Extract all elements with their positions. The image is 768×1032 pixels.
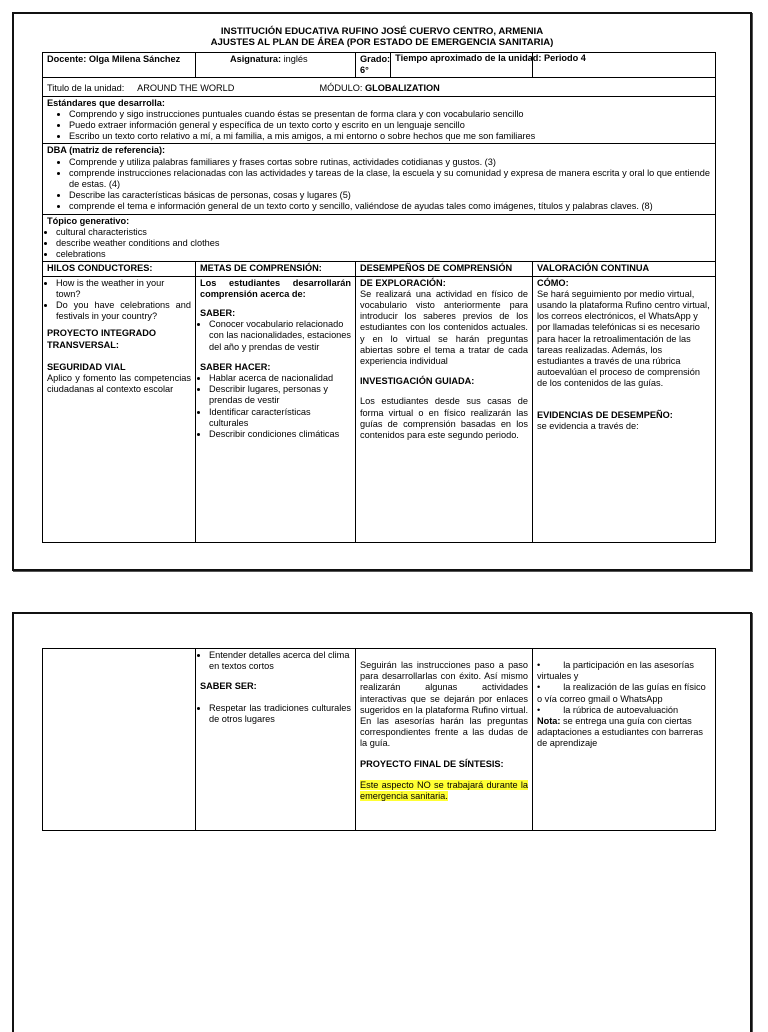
estandares-cell xyxy=(43,96,716,144)
evidencia-item: • la rúbrica de autoevaluación xyxy=(537,704,679,715)
content-row xyxy=(43,276,716,542)
estandar-item: • Escribo un texto corto relativo a mí, a mi familia, a mis amigos, a mi entorno o sobre hechos que me son familiares xyxy=(69,131,711,142)
proyecto-final-title: PROYECTO FINAL DE SÍNTESIS: xyxy=(360,758,504,769)
document-subtitle: AJUSTES AL PLAN DE ÁREA (POR ESTADO DE EMERGENCIA SANITARIA) xyxy=(210,37,554,48)
metas-header: METAS DE COMPRENSIÓN: xyxy=(196,262,356,276)
saber-hacer-item: • Hablar acerca de nacionalidad xyxy=(209,373,351,384)
estandar-item: • Comprendo y sigo instrucciones puntuales cuando éstas se presentan de forma clara y con vocabulario sencillo xyxy=(69,109,711,120)
hilo-item: • Do you have celebrations and festivals in your country? xyxy=(56,300,191,322)
estandares-list xyxy=(47,109,711,143)
topico-cell xyxy=(43,214,716,262)
modulo-label: MÓDULO: xyxy=(319,83,363,94)
proyecto-integrado-title: PROYECTO INTEGRADO TRANSVERSAL: xyxy=(47,328,157,350)
exploracion-text: Se realizará una actividad en físico de vocabulario visto anteriormente para introducir los saberes previos de los estudiantes con los contenidos actuales. y en lo virtual se harán preguntas abiertas sobre el tema a tratar de cada experiencia individual xyxy=(360,288,528,367)
hilos-cell-continued xyxy=(43,649,196,831)
valoracion-header: VALORACIÓN CONTINUA xyxy=(533,262,716,276)
saber-ser-list xyxy=(200,703,351,725)
plan-table xyxy=(42,52,716,543)
info-row xyxy=(43,53,716,78)
saber-hacer-item: • Entender detalles acerca del clima en textos cortos xyxy=(209,650,351,672)
docente-cell: Docente: Olga Milena Sánchez xyxy=(43,53,196,78)
dba-cell xyxy=(43,144,716,214)
saber-title: SABER: xyxy=(200,308,236,319)
estandares-row xyxy=(43,96,716,144)
hilos-header: HILOS CONDUCTORES: xyxy=(43,262,196,276)
saber-ser-title: SABER SER: xyxy=(200,681,257,692)
evidencias-title: EVIDENCIAS DE DESEMPEÑO: xyxy=(537,409,673,420)
hilos-list xyxy=(47,278,191,323)
saber-hacer-item: • Identificar características culturales xyxy=(209,407,351,429)
topico-item: • celebrations xyxy=(56,249,711,260)
saber-list xyxy=(200,319,351,353)
column-headers-row xyxy=(43,262,716,276)
topico-title: Tópico generativo: xyxy=(47,215,130,226)
titulo-value: AROUND THE WORLD xyxy=(137,83,235,94)
titulo-cell xyxy=(43,78,716,96)
asignatura-label: Asignatura: xyxy=(230,54,282,64)
topico-row xyxy=(43,214,716,262)
nota-label: Nota: xyxy=(537,716,561,727)
desempenos-cell-continued xyxy=(356,649,533,831)
evidencias-intro: se evidencia a través de: xyxy=(537,420,639,431)
dba-item: • Comprende y utiliza palabras familiares y frases cortas sobre rutinas, actividades cotidianas y gustos. (3) xyxy=(69,157,711,168)
topico-item: • describe weather conditions and clothes xyxy=(56,238,711,249)
grado-label: Grado: 6° xyxy=(360,54,391,76)
seguridad-vial-text: Aplico y fomento las competencias ciudadanas al contexto escolar xyxy=(47,373,191,395)
grado-cell xyxy=(356,53,586,78)
metas-intro: Los estudiantes desarrollarán comprensión acerca de: xyxy=(200,277,351,299)
desempenos-cell xyxy=(356,276,533,542)
dba-row xyxy=(43,144,716,214)
dba-list xyxy=(47,157,711,213)
modulo-value: GLOBALIZATION xyxy=(364,83,440,94)
nota-text: se entrega una guía con ciertas adaptaciones a estudiantes con barreras de aprendizaje xyxy=(537,716,703,749)
saber-item: • Conocer vocabulario relacionado con las nacionalidades, estaciones del año y prendas de vestir xyxy=(209,319,351,353)
dba-item: • comprende el tema e información general de un texto corto y sencillo, valiéndose de ayudas tales como imágenes, títulos y palabras claves. (8) xyxy=(69,201,711,212)
content-row-continued xyxy=(43,649,716,831)
document-page-2 xyxy=(12,612,752,1032)
saber-hacer-list xyxy=(200,373,351,440)
dba-item: • comprende instrucciones relacionadas con las actividades y tareas de la clase, la escuela y su comunidad y expresa de manera escrita y oral lo que entiende de estas. (4) xyxy=(69,168,711,190)
seguridad-vial-title: SEGURIDAD VIAL xyxy=(47,361,126,372)
valoracion-cell xyxy=(533,276,716,542)
evidencia-item: • la participación en las asesorías virtuales y xyxy=(537,660,694,682)
titulo-row xyxy=(43,78,716,96)
investigacion-text: Los estudiantes desde sus casas de forma virtual o en físico realizarán las guías de comprensión basadas en los contenidos para este segundo periodo. xyxy=(360,396,528,441)
titulo-label: Titulo de la unidad: xyxy=(47,83,125,94)
nota xyxy=(537,716,711,750)
valoracion-cell-continued xyxy=(533,649,716,831)
tiempo-label: Tiempo aproximado de la unidad: Periodo 4 xyxy=(390,53,586,77)
topico-list xyxy=(47,227,711,261)
plan-table-continued xyxy=(42,648,716,831)
asignatura-value: inglés xyxy=(283,54,308,64)
institution-title: INSTITUCIÓN EDUCATIVA RUFINO JOSÉ CUERVO CENTRO, ARMENIA xyxy=(220,26,544,37)
como-title: CÓMO: xyxy=(537,277,569,288)
evidencia-item: • la realización de las guías en físico o vía correo gmail o WhatsApp xyxy=(537,682,706,704)
exploracion-title: DE EXPLORACIÓN: xyxy=(360,277,446,288)
estandar-item: • Puedo extraer información general y específica de un texto corto y escrito en un lenguaje sencillo xyxy=(69,120,711,131)
metas-cell-continued xyxy=(196,649,356,831)
asignatura-cell xyxy=(196,53,356,78)
saber-hacer-title: SABER HACER: xyxy=(200,361,271,372)
hilos-cell xyxy=(43,276,196,542)
estandares-title: Estándares que desarrolla: xyxy=(47,97,165,108)
evidencias-list xyxy=(537,660,711,716)
saber-ser-item: • Respetar las tradiciones culturales de otros lugares xyxy=(209,703,351,725)
investigacion-title: INVESTIGACIÓN GUIADA: xyxy=(360,376,475,387)
saber-hacer-list-continued xyxy=(200,650,351,672)
document-page-1 xyxy=(12,12,752,571)
dba-title: DBA (matriz de referencia): xyxy=(47,145,166,156)
hilo-item: • How is the weather in your town? xyxy=(56,278,191,300)
proyecto-final-text: Este aspecto NO se trabajará durante la emergencia sanitaria. xyxy=(360,779,528,802)
saber-hacer-item: • Describir lugares, personas y prendas de vestir xyxy=(209,384,351,406)
topico-item: • cultural characteristics xyxy=(56,227,711,238)
desempenos-header: DESEMPEÑOS DE COMPRENSIÓN xyxy=(356,262,533,276)
investigacion-text-continued: Seguirán las instrucciones paso a paso para desarrollarlas con éxito. Así mismo realizarán algunas actividades interactivas que se dejarán por enlaces sugeridos en la plataforma Rufino virtual. En las asesorías harán las preguntas correspondientes frente a las dudas de la guía. xyxy=(360,660,528,749)
dba-item: • Describe las características básicas de personas, cosas y lugares (5) xyxy=(69,190,711,201)
metas-cell xyxy=(196,276,356,542)
como-text: Se hará seguimiento por medio virtual, usando la plataforma Rufino centro virtual, los correos electrónicos, el WhatsApp y por llamadas telefónicas si es necesario para hacer la retroalimentación de las tareas realizadas. Además, los estudiantes a través de una rúbrica autoevalúan el proceso de comprensión de los contenidos de las guías. xyxy=(537,288,710,389)
saber-hacer-item: • Describir condiciones climáticas xyxy=(209,429,351,440)
